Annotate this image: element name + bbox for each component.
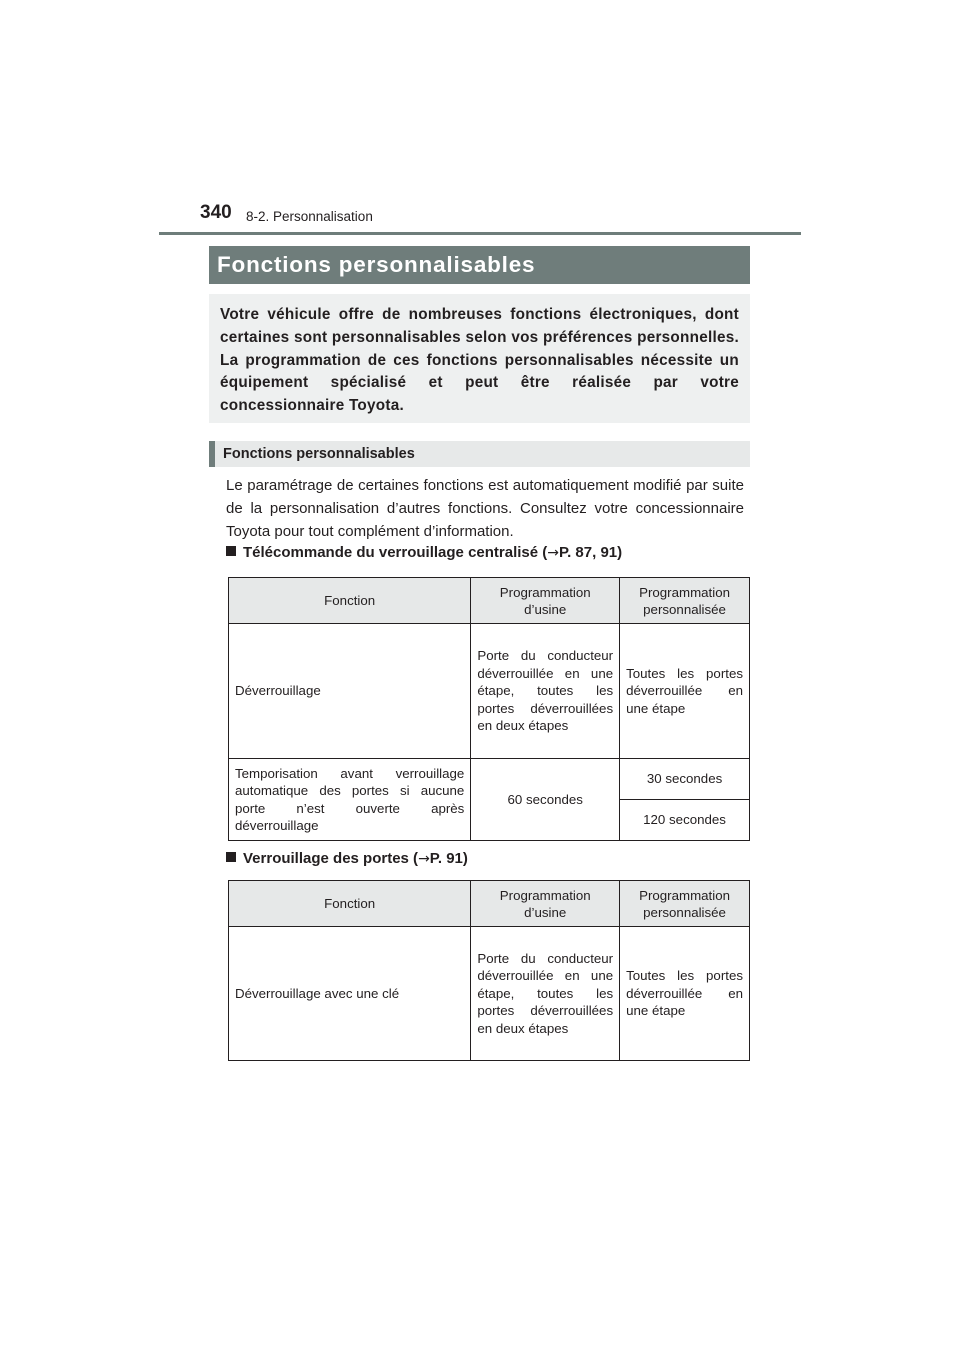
cell-factory: 60 secondes (471, 759, 620, 841)
col-header-custom: Programmation personnalisée (620, 881, 750, 927)
item-heading-remote-lock (226, 544, 622, 561)
col-header-factory: Programmation d’usine (471, 578, 620, 624)
door-lock-table (228, 880, 750, 1061)
col-header-function: Fonction (229, 578, 471, 624)
section-label: 8-2. Personnalisation (246, 209, 373, 224)
cell-custom: Toutes les portes déverrouillée en une étape (620, 927, 750, 1061)
arrow-icon: → (547, 545, 560, 561)
heading-reference: P. 87, 91) (559, 544, 623, 561)
col-header-factory: Programmation d’usine (471, 881, 620, 927)
remote-lock-table (228, 577, 750, 841)
col-header-function: Fonction (229, 881, 471, 927)
body-paragraph: Le paramétrage de certaines fonctions est automatiquement modifié par suite de la personnalisation d’autres fonctions. Consultez votre concessionnaire Toyota pour tout complément d’information. (226, 477, 744, 541)
page-title: Fonctions personnalisables (209, 246, 750, 284)
heading-text: Télécommande du verrouillage centralisé ( (243, 544, 548, 561)
cell-function: Déverrouillage avec une clé (229, 927, 471, 1061)
item-heading-door-lock (226, 850, 468, 867)
arrow-icon: → (418, 851, 430, 867)
heading-text: Verrouillage des portes ( (243, 850, 419, 867)
cell-factory: Porte du conducteur déverrouillée en une étape, toutes les portes déverrouillées en deux étapes (471, 624, 620, 759)
heading-reference: P. 91) (429, 850, 468, 867)
page-number: 340 (200, 202, 232, 223)
cell-custom-option: 120 secondes (620, 800, 750, 841)
cell-factory: Porte du conducteur déverrouillée en une étape, toutes les portes déverrouillées en deux étapes (471, 927, 620, 1061)
table-row (229, 927, 750, 1061)
table-header-row (229, 578, 750, 624)
square-bullet-icon (226, 546, 236, 556)
cell-function: Déverrouillage (229, 624, 471, 759)
table-row (229, 759, 750, 800)
col-header-custom: Programmation personnalisée (620, 578, 750, 624)
intro-box: Votre véhicule offre de nombreuses fonctions électroniques, dont certaines sont personnalisables selon vos préférences personnelles. La programmation de ces fonctions personnalisables nécessite un équipement spécialisé et peut être réalisée par votre concessionnaire Toyota. (209, 294, 750, 423)
cell-custom-option: 30 secondes (620, 759, 750, 800)
header-rule (159, 232, 801, 235)
cell-function: Temporisation avant verrouillage automatique des portes si aucune porte n’est ouverte après déverrouillage (229, 759, 471, 841)
table-row (229, 624, 750, 759)
square-bullet-icon (226, 852, 236, 862)
cell-custom: Toutes les portes déverrouillée en une étape (620, 624, 750, 759)
table-header-row (229, 881, 750, 927)
subsection-heading: Fonctions personnalisables (209, 441, 750, 467)
